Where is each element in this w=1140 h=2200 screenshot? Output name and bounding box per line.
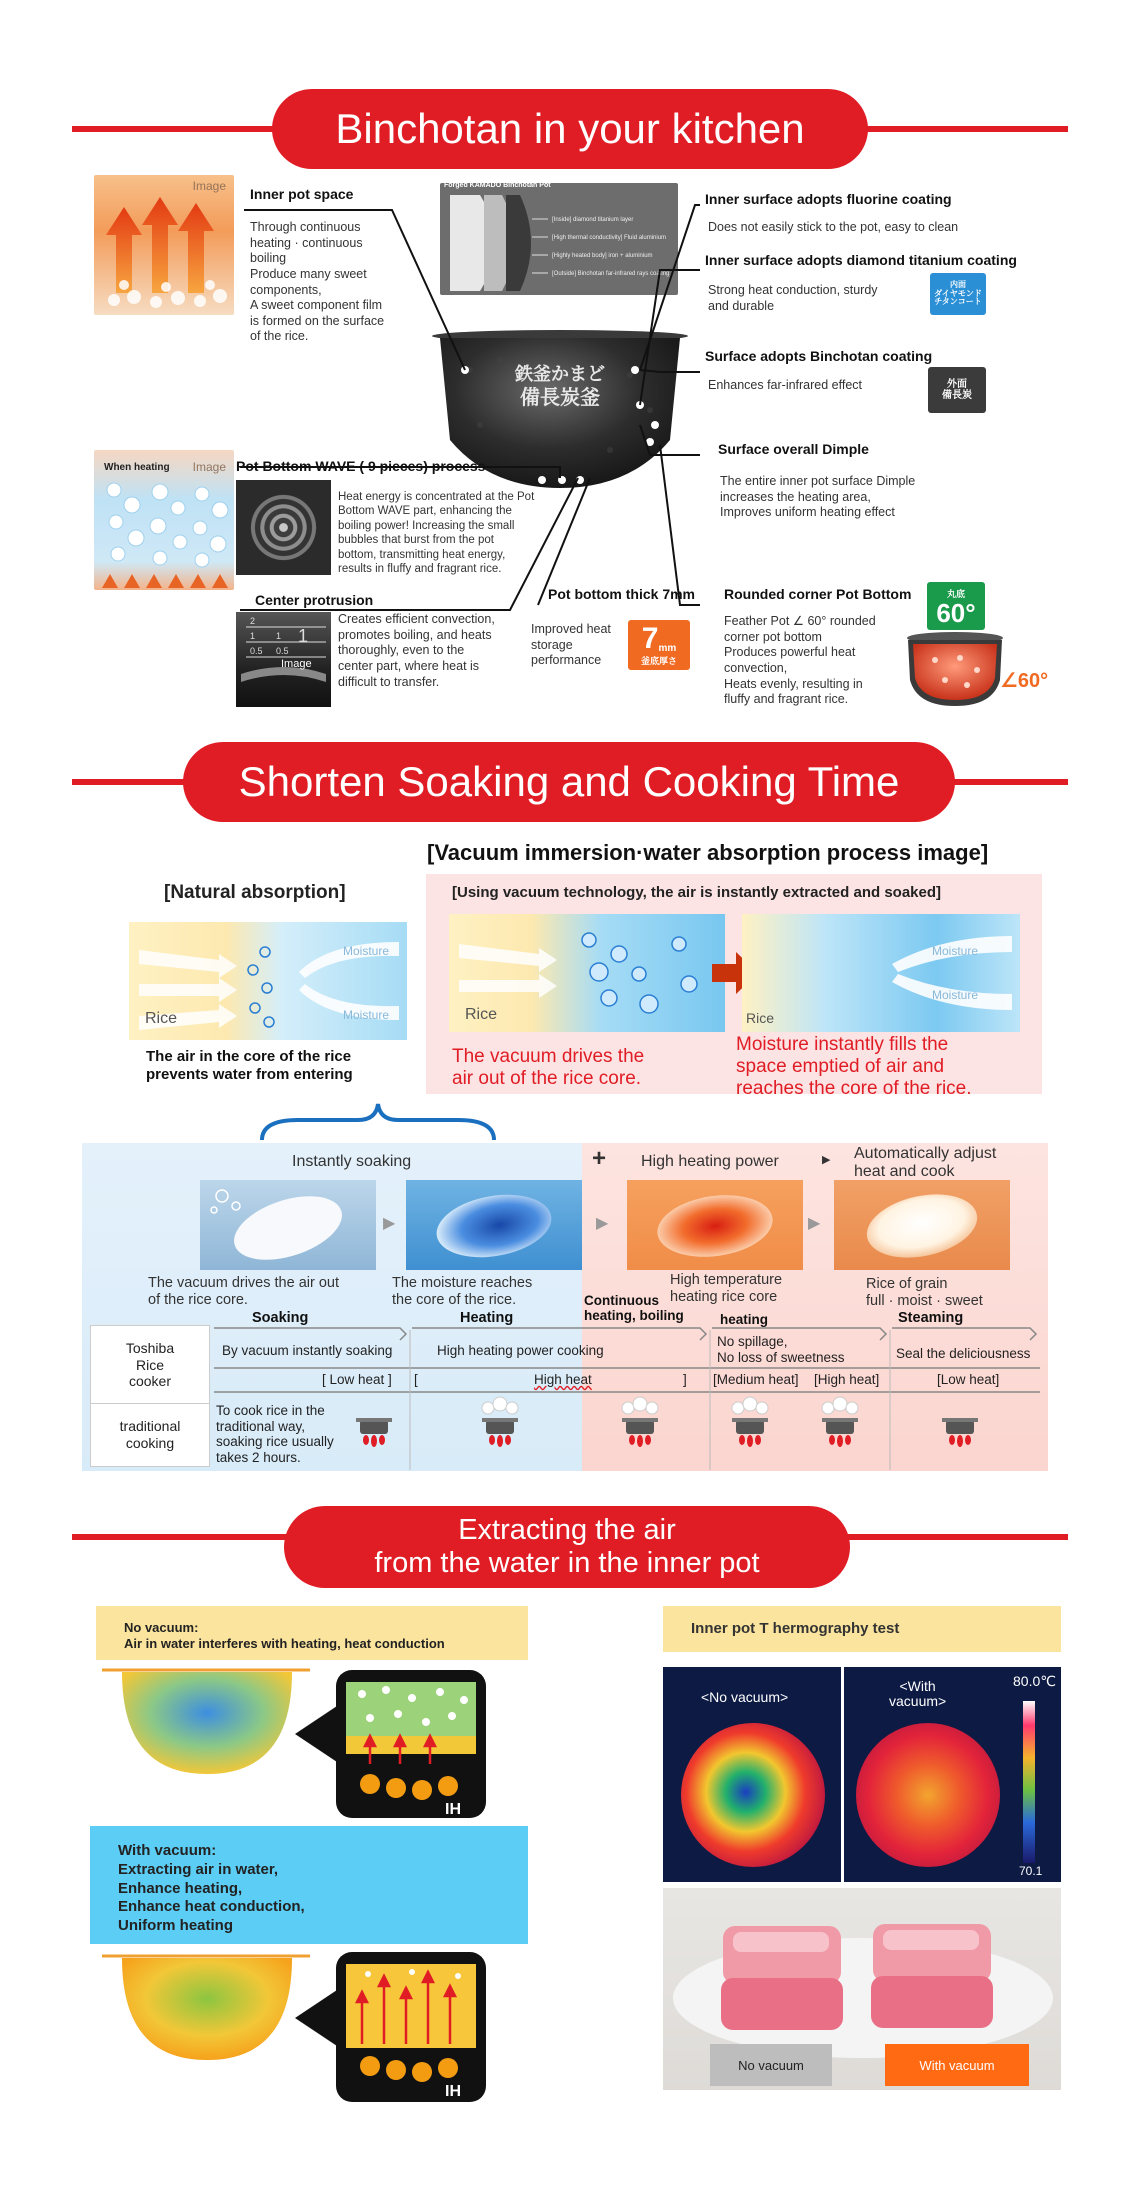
- binchotan-coating-text: Enhances far-infrared effect: [708, 378, 863, 392]
- rice-label: Rice: [746, 1010, 775, 1026]
- plus-sign: +: [592, 1145, 607, 1172]
- ih-label: IH: [445, 2083, 461, 2100]
- with-vacuum-illustration: [100, 1948, 500, 2108]
- phase-heating-2: heating: [720, 1312, 769, 1327]
- high-heating-power-label: High heating power: [641, 1153, 779, 1170]
- svg-text:2: 2: [250, 616, 256, 626]
- moisture-label: Moisture: [932, 944, 979, 958]
- phase-steaming: Steaming: [898, 1310, 964, 1326]
- ih-label: IH: [445, 1801, 461, 1818]
- angle-60-label: ∠60°: [1000, 670, 1049, 692]
- step-arrow-icon: ▶: [808, 1215, 821, 1232]
- heat-bracket-close: ]: [683, 1372, 687, 1387]
- section1-banner: Binchotan in your kitchen: [272, 89, 868, 169]
- vacuum-red-caption-1: The vacuum drives the air out of the rice core.: [452, 1046, 645, 1089]
- inner-pot-space-text: Through continuous heating · continuous boiling Produce many sweet components, A sweet component film is formed on the surface of the rice.: [250, 220, 385, 344]
- toshiba-cell-soaking: By vacuum instantly soaking: [222, 1343, 393, 1358]
- thermo-no-vacuum-label: <No vacuum>: [701, 1689, 789, 1705]
- heat-high-2: [High heat]: [814, 1372, 880, 1387]
- wave-title: Pot Bottom WAVE ( 9 pieces) process: [236, 458, 486, 474]
- vacuum-subheading: [Using vacuum technology, the air is instantly extracted and soaked]: [452, 884, 942, 901]
- phase-soaking: Soaking: [252, 1310, 309, 1326]
- svg-text:0.5: 0.5: [250, 646, 263, 656]
- section3-banner: Extracting the air from the water in the inner pot: [284, 1506, 850, 1588]
- heat-low-1: [ Low heat ]: [322, 1372, 392, 1387]
- moisture-label: Moisture: [932, 988, 979, 1002]
- toshiba-cell-heating: High heating power cooking: [437, 1343, 604, 1358]
- step-caption-2: The moisture reaches the core of the rice.: [392, 1275, 533, 1308]
- svg-text:1: 1: [276, 631, 282, 641]
- rice-label: Rice: [145, 1010, 178, 1027]
- svg-text:[Outside] Binchotan far-infrar: [Outside] Binchotan far-infrared rays coating: [552, 271, 670, 277]
- svg-text:1: 1: [298, 626, 309, 646]
- scale-min-label: 70.1: [1019, 1864, 1043, 1878]
- toshiba-label: Toshiba Rice cooker: [125, 1339, 175, 1390]
- rounded-corner-text: Feather Pot ∠ 60° rounded corner pot bottom Produces powerful heat convection, Heats evenly, resulting in fluffy and fragrant rice.: [724, 614, 876, 707]
- heat-medium: [Medium heat]: [713, 1372, 799, 1387]
- step-arrow-icon: ▶: [596, 1215, 609, 1232]
- wave-text: Heat energy is concentrated at the Pot Bottom WAVE part, enhancing the boiling power! Increasing the small bubbles that burst from the pot bottom, transmitting heat energy, results in fluffy and fragrant rice.: [338, 491, 535, 575]
- step-caption-4: Rice of grain full · moist · sweet: [866, 1276, 983, 1309]
- svg-text:0.5: 0.5: [276, 646, 289, 656]
- diamond-coating-badge: 内面 ダイヤモンド チタンコート: [930, 273, 986, 315]
- rounded-corner-title: Rounded corner Pot Bottom: [724, 586, 912, 602]
- dimple-text: The entire inner pot surface Dimple increases the heating area, Improves uniform heating effect: [720, 474, 916, 520]
- svg-text:1: 1: [250, 631, 256, 641]
- no-vacuum-illustration: [100, 1664, 500, 1834]
- image-tag: Image: [192, 179, 226, 193]
- pot-bottom-thick-title: Pot bottom thick 7mm: [548, 586, 696, 602]
- play-marker-icon: ▶: [822, 1154, 831, 1166]
- svg-text:[Highly heated body] iron + al: [Highly heated body] iron + aluminium: [552, 253, 653, 259]
- traditional-text: To cook rice in the traditional way, soaking rice usually takes 2 hours.: [216, 1403, 334, 1465]
- thickness-7mm-badge: 7 mm 釜底厚さ: [628, 620, 690, 670]
- heat-high: High heat: [534, 1372, 592, 1387]
- with-vacuum-box: [90, 1826, 528, 1944]
- vacuum-red-caption-2: Moisture instantly fills the space emptied of air and reaches the core of the rice.: [736, 1034, 972, 1099]
- step-caption-1: The vacuum drives the air out of the rice core.: [148, 1275, 340, 1308]
- no-vacuum-tag: No vacuum: [710, 2044, 832, 2086]
- forged-pot-label: Forged KAMADO Binchotan Pot: [444, 183, 551, 189]
- auto-adjust-label: Automatically adjust heat and cook: [854, 1145, 997, 1181]
- moisture-label: Moisture: [343, 944, 390, 958]
- with-vacuum-text: With vacuum: Extracting air in water, Enhance heating, Enhance heat conduction, Uniform heating: [118, 1842, 305, 1934]
- svg-text:[High thermal conductivity] Fl: [High thermal conductivity] Fluid aluminium: [552, 235, 667, 241]
- thermography-title: Inner pot T hermography test: [691, 1620, 900, 1637]
- image-tag: Image: [192, 460, 226, 474]
- step-arrow-icon: ▶: [383, 1215, 396, 1232]
- toshiba-cell-seal: Seal the deliciousness: [896, 1346, 1031, 1361]
- inner-pot-space-title: Inner pot space: [250, 186, 354, 202]
- center-protrusion-title: Center protrusion: [255, 592, 374, 608]
- fluorine-title: Inner surface adopts fluorine coating: [705, 191, 952, 207]
- fluorine-text: Does not easily stick to the pot, easy to clean: [708, 220, 959, 234]
- pot-label: 鉄釜かまど: [515, 364, 605, 385]
- dimple-title: Surface overall Dimple: [718, 441, 869, 457]
- diamond-title: Inner surface adopts diamond titanium coating: [705, 252, 1017, 268]
- phase-continuous-heating: Continuous heating, boiling: [584, 1293, 684, 1323]
- rice-label: Rice: [465, 1006, 498, 1023]
- svg-text:備長炭釜: 備長炭釜: [520, 385, 600, 409]
- binchotan-badge: 外面 備長炭: [928, 367, 986, 413]
- vacuum-immersion-heading: [Vacuum immersion·water absorption process image]: [427, 840, 989, 865]
- diamond-text: Strong heat conduction, sturdy and durable: [708, 283, 878, 313]
- rice-photo: [663, 1888, 1061, 2090]
- phase-heating: Heating: [460, 1310, 514, 1326]
- instantly-soaking-label: Instantly soaking: [292, 1153, 412, 1170]
- section2-banner: Shorten Soaking and Cooking Time: [183, 742, 955, 822]
- natural-absorption-caption: The air in the core of the rice prevents water from entering: [146, 1048, 353, 1083]
- svg-text:[Inside] diamond titanium laye: [Inside] diamond titanium layer: [552, 217, 634, 223]
- heat-bracket-open: [: [414, 1372, 418, 1387]
- pot-bottom-thick-text: Improved heat storage performance: [531, 622, 611, 668]
- toshiba-cell-no-spillage: No spillage, No loss of sweetness: [717, 1334, 845, 1365]
- center-protrusion-text: Creates efficient convection, promotes boiling, and heats thoroughly, even to the center part, where heat is difficult to transfer.: [338, 612, 495, 689]
- scale-max-label: 80.0℃: [1013, 1673, 1056, 1689]
- traditional-label: traditional cooking: [119, 1418, 181, 1451]
- thermography-images: [663, 1667, 1061, 1882]
- no-vacuum-text: No vacuum: Air in water interferes with heating, heat conduction: [124, 1620, 445, 1651]
- heat-low-2: [Low heat]: [937, 1372, 1000, 1387]
- with-vacuum-tag: With vacuum: [885, 2044, 1029, 2086]
- moisture-label: Moisture: [343, 1008, 390, 1022]
- step-caption-3: High temperature heating rice core: [670, 1272, 783, 1305]
- thermography-title-box: [663, 1606, 1061, 1652]
- no-vacuum-box: [96, 1606, 528, 1660]
- thermo-with-vacuum-label: <With vacuum>: [889, 1678, 947, 1710]
- when-heating-label: When heating: [104, 462, 170, 473]
- natural-absorption-heading: [Natural absorption]: [164, 882, 346, 903]
- binchotan-coating-title: Surface adopts Binchotan coating: [705, 348, 933, 364]
- thermography-panel: [663, 1667, 1061, 1882]
- round-bottom-60-badge: 丸底 60°: [927, 582, 985, 630]
- center-image-label: Image: [281, 658, 312, 670]
